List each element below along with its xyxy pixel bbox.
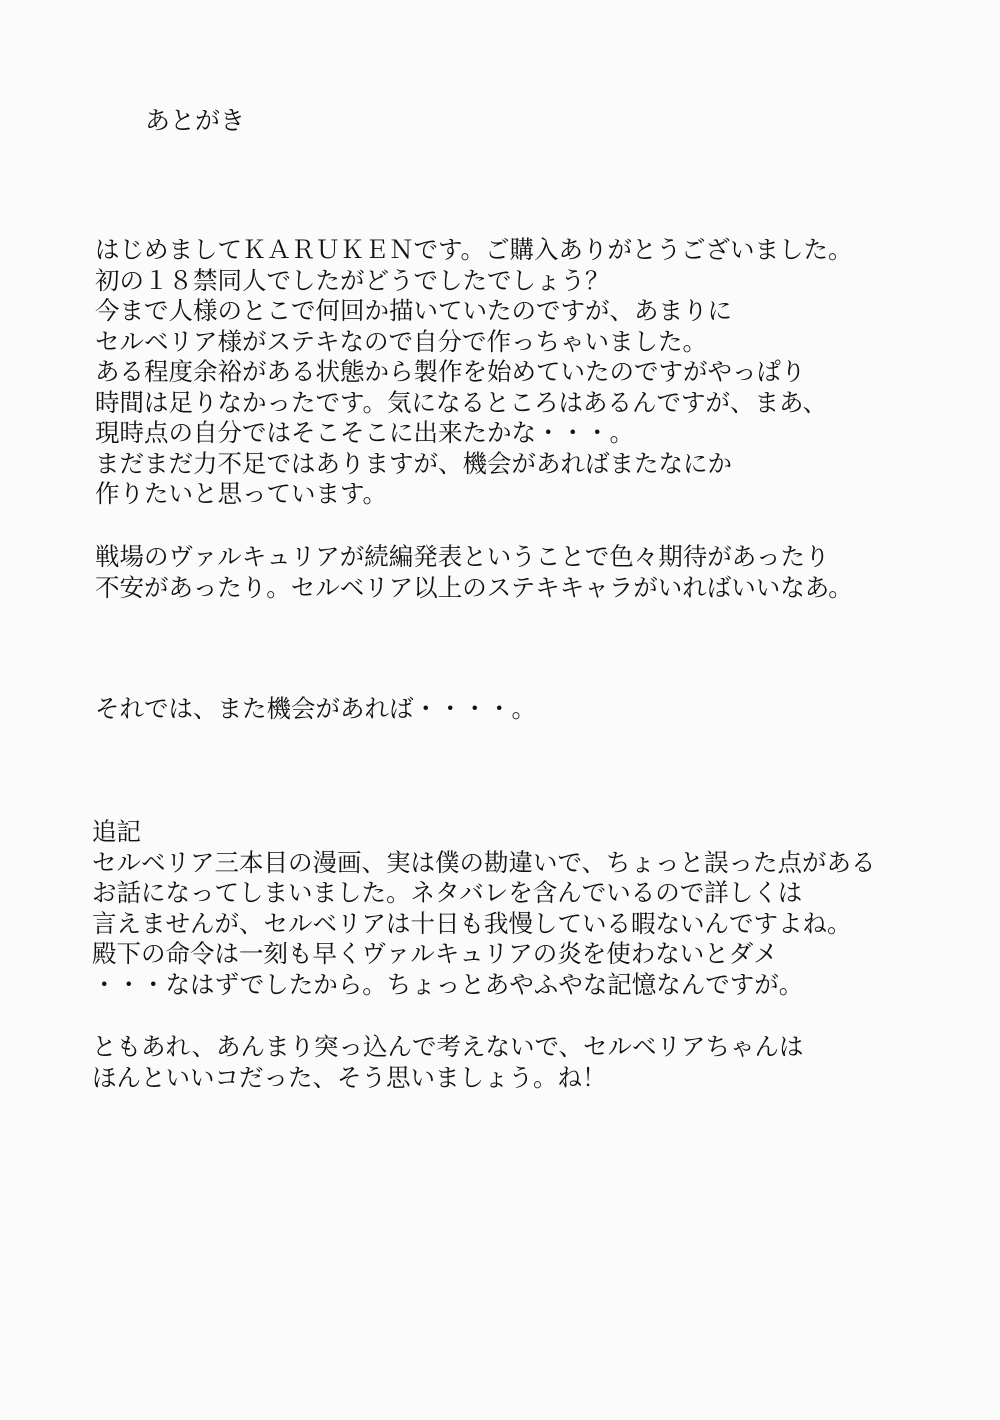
text-line: 作りたいと思っています。	[95, 479, 388, 508]
text-line: 不安があったり。セルベリア以上のステキキャラがいればいいなあ。	[95, 572, 853, 602]
text-line: 現時点の自分ではそこそこに出来たかな・・・。	[95, 418, 634, 447]
text-line: 今まで人様のとこで何回か描いていたのですが、あまりに	[95, 296, 732, 325]
paragraph-closing	[92, 1032, 803, 1093]
paragraph-postscript	[92, 817, 876, 1000]
text-line: ・・・なはずでしたから。ちょっとあやふやな記憶なんですが。	[92, 969, 804, 999]
text-line: 殿下の命令は一刻も早くヴァルキュリアの炎を使わないとダメ	[92, 939, 778, 968]
page-title: あとがき	[145, 106, 246, 135]
text-line: ともあれ、あんまり突っ込んで考えないで、セルベリアちゃんは	[92, 1032, 804, 1061]
text-line: セルベリア様がステキなので自分で作っちゃいました。	[95, 326, 708, 356]
text-line: まだまだ力不足ではありますが、機会があればまたなにか	[95, 448, 732, 478]
text-line: ほんといいコだった、そう思いましょう。ね！	[92, 1062, 607, 1092]
paragraph-greeting	[95, 235, 853, 510]
paragraph-farewell	[95, 694, 536, 725]
paragraph-sequel	[95, 542, 853, 603]
text-line: 言えませんが、セルベリアは十日も我慢している暇ないんですよね。	[92, 908, 852, 938]
text-line: 時間は足りなかったです。気になるところはあるんですが、まあ、	[95, 387, 828, 417]
postscript-heading: 追記	[92, 817, 141, 846]
text-line: セルベリア三本目の漫画、実は僕の勘違いで、ちょっと誤った点がある	[92, 847, 876, 877]
text-line: ある程度余裕がある状態から製作を始めていたのですがやっぱり	[95, 357, 806, 386]
text-line: それでは、また機会があれば・・・・。	[95, 694, 536, 723]
text-line: お話になってしまいました。ネタバレを含んでいるので詳しくは	[92, 878, 803, 907]
text-line: 戦場のヴァルキュリアが続編発表ということで色々期待があったり	[95, 542, 830, 571]
text-line: 初の１８禁同人でしたがどうでしたでしょう？	[95, 265, 610, 295]
text-line: はじめましてＫＡＲＵＫＥＮです。ご購入ありがとうございました。	[95, 235, 853, 264]
